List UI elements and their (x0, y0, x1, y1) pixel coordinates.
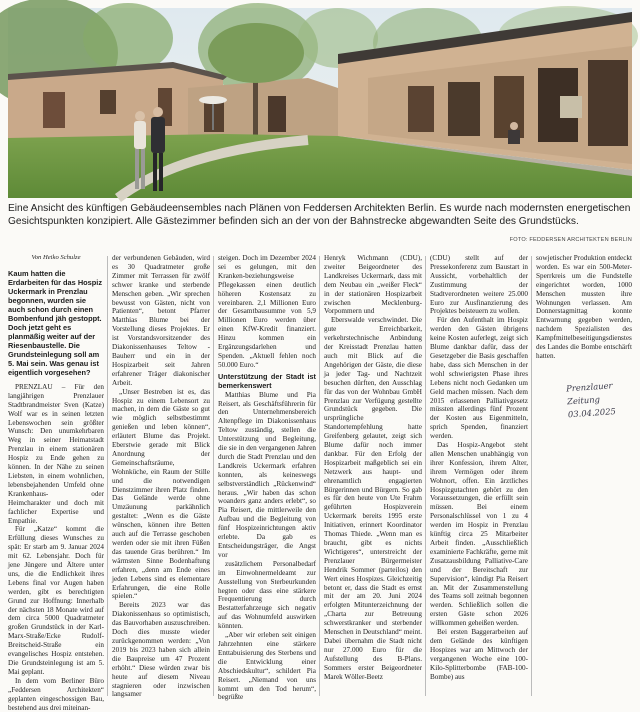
paragraph: PRENZLAU – Für den langjährigen Prenzlauer Stadtbrandmeister Sven (Katze) Wolf war es in seinen letzten Lebenswochen sein größter Wunsch: Den unumkehrbaren Weg in seiner Heimatstadt Prenzlau in einem stationären Hospiz zu Ende gehen zu können. In der Nähe zu seinen Liebsten, in einem wohnlichen, lebensbejahenden Umfeld ohne Krankenhaus- oder Heimcharakter und doch mit fachlicher Expertise und Empathie. (8, 382, 104, 525)
paragraph: zusätzlichem Personalbedarf im Einwohnermeldeamt zur Ausstellung von Sterbeurkunden hegten oder dass eine stärkere Frequentierung durch Bestatterfahrzeuge sich negativ auf das Wohnumfeld auswirken könnten. (218, 559, 316, 631)
article-column-5 (430, 254, 528, 700)
paragraph: Bei ersten Baggerarbeiten auf dem Gelände des künftigen Hospizes war am Mittwoch der vergangenen Woche eine 100-Kilo-Splitterbombe (FAB-100-Bombe) aus (430, 628, 528, 681)
image-caption: Eine Ansicht des künftigen Gebäudeensembles nach Plänen von Feddersen Architekten Berlin. Es wurde nach modernsten energetischen Gesichtspunkten konzipiert. Alle Gästezimmer befinden sich an der von der Bahnstrecke abgewandten Seite des Grundstücks. (8, 203, 631, 227)
handwritten-line: Zeitung (566, 394, 601, 407)
paragraph: sowjetischer Produktion entdeckt worden. Es war ein 500-Meter-Sperrkreis um die Fundstelle eingerichtet worden, 1000 Menschen mussten ihre Wohnungen verlassen. Am Donnerstagmittag konnte Entwarnung gegeben werden, nachdem Spezialisten des Kampfmittelbeseitigungsdienstes des Landes die Bombe entschärft hatten. (536, 254, 632, 360)
photo-credit: FOTO: FEDDERSEN ARCHITEKTEN BERLIN (509, 237, 632, 243)
article-column-1 (8, 254, 104, 712)
column-rule (425, 256, 426, 696)
column-rule (107, 256, 108, 696)
handwritten-line: 03.04.2025 (567, 406, 617, 420)
column-rule (213, 256, 214, 696)
paragraph: Für den Aufenthalt im Hospiz werden den Gästen übrigens keine Kosten auferlegt, zeigt sich Blume dankbar dafür, dass der Gesetzgeber die Basis geschaffen habe, dass sich Menschen in der wohl schwierigsten Phase ihres Lebens nicht noch Gedanken um Geld machen müssen. Nach dem 2015 erlassenen Palliativgesetz müssten allerdings fünf Prozent der Kosten aus Eigenmitteln, sprich Spenden, finanziert werden. (430, 316, 528, 441)
article-column-2 (112, 254, 210, 700)
paragraph: Für „Katze“ kommt die Erfüllung dieses Wunsches zu spät: Er starb am 9. Januar 2024 mit 62. Lebensjahr. Doch für jene Jüngere und Ältere unter uns, die die Endlichkeit ihres Lebens final vor Augen haben werden, gibt es berechtigten Grund zur Hoffnung: Innerhalb der nächsten 18 Monate wird auf dem circa 5000 Quadratmeter großen Grundstück in der Karl-Marx-Straße/Ecke Rudolf-Breitscheid-Straße ein evangelisches Hospiz entstehen. Die Grundsteinlegung ist am 5. Mai geplant. (8, 525, 104, 676)
article-column-3 (218, 254, 316, 700)
paragraph: Matthias Blume und Pia Reisert, als Geschäftsführerin für den Unternehmensbereich Altenpflege im Diakonissenhaus Teltow zuständig, stellen die Unterstützung und Begleitung, die sie in den vergangenen Jahren durch die Stadt Prenzlau und den Landkreis Uckermark erfahren konnten, als keineswegs selbstverständlich „Rückenwind“ heraus. „Wir haben das schon woanders ganz anders erlebt“, so Pia Reisert, die mittlerweile den Aufbau und die Begleitung von fünf Hospizeinrichtungen aktiv erlebte. Da gab es Entscheidungsträger, die Angst vor (218, 390, 316, 559)
paragraph: „Aber wir erleben seit einigen Jahrzehnten eine stärkere Enttabuisierung des Sterbens und die Entwicklung einer Abschiedskultur“, schildert Pia Reisert. „Niemand von uns kommt um den Tod herum“, begrüßte (218, 631, 316, 702)
paragraph: „Unser Bestreben ist es, das Hospiz zu einem Lebensort zu machen, in dem die Gäste so gut wie möglich selbstbestimmt genießen und leben können“, erläutert Blume das Projekt. Eberstwie gerade mit Blick Anordnung der Gemeinschaftsräume, Wohnküche, ein Raum der Stille und die notwendigen Dienstzimmer ihren Platz finden. Das Gelände werde ohne Umzäunung parkähnlich gestaltet: „Wenn es die Gäste wünschen, können ihre Betten auch auf die Terrasse geschoben werden oder sie mit ihren Füßen das tauende Gras berühren.“ Im wärmsten Sinne Bodenhaftung erfahren, „denn am Ende eines jeden Lebens sind es elementare Erfahrungen, die eine Rolle spielen.“ (112, 387, 210, 601)
paragraph: der verbundenen Gebäuden, wird es 30 Quadratmeter große Zimmer mit Terrassen für zwölf schwer kranke und sterbende Menschen geben. „Wir sprechen bewusst von Gästen, nicht von Patienten“, betont Pfarrer Matthias Blume bei der Vorstellung dieses Projektes. Er ist Vorstandsvorsitzender des Diakonissenhauses Teltow - Bauherr und ein in der Hospizarbeit seit Jahren erfahrener Träger diakonischer Arbeit. (112, 254, 210, 387)
paragraph: Das Hospiz-Angebot steht allen Menschen unabhängig von ihrer Konfession, ihrem Alter, ihrem Vermögen oder ihrem Wohnort, offen. Ein ärztliches Hospizgutachten gehört zu den Voraussetzungen, die erfüllt sein müssen. Bei einem Personalschlüssel von 1 zu 4 werden im Hospiz in Prenzlau künftig circa 25 Mitarbeiter Arbeit finden. „Ausschließlich examinierte Fachkräfte, gerne mit Zusatzausbildung Palliative-Care und der Bereitschaft zur Supervision“, kündigt Pia Reisert an. Mit der Zusammenstellung des Teams soll zeitnah begonnen werden. Schließlich sollen die ersten Gäste schon 2026 willkommen geheißen werden. (430, 441, 528, 628)
column-rule (531, 256, 532, 696)
paragraph: Bereits 2023 war das Diakonissenhaus so optimistisch, das Bauvorhaben auszuschreiben. Doch dies musste wieder zurückgenommen werden: „Von 2019 bis 2023 haben sich allein die Baupreise um 47 Prozent erhöht.“ Diese würden zwar bis heute auf diesem Niveau stagnieren oder inzwischen langsamer (112, 601, 210, 699)
paragraph: (CDU) stellt auf der Pressekonferenz zum Baustart in Aussicht, vorbehaltlich der Zustimmung der Stadtverordneten weitere 25.000 Euro zur Ausfinanzierung des Projektes beisteuern zu wollen. (430, 254, 528, 316)
article-column-6 (536, 254, 632, 364)
handwritten-source-note (566, 378, 639, 422)
handwritten-line: Prenzlauer (565, 380, 613, 394)
paragraph: Henryk Wichmann (CDU), zweiter Beigeordneter des Landkreises Uckermark, dass mit dem Neubau ein „weißer Fleck“ in der stationären Hospizarbeit zwischen Mecklenburg-Vorpommern und (324, 254, 422, 316)
architecture-rendering (8, 8, 632, 198)
byline: Von Heiko Schulze (31, 254, 81, 261)
article-lead: Kaum hatten die Erdarbeiten für das Hospiz Uckermark in Prenzlau begonnen, wurden sie auch schon durch einen Bombenfund jäh gestoppt. Doch jetzt geht es planmäßig weiter auf der Riesenbaustelle. Die Grundsteinlegung soll am 5. Mai sein. Was genau ist eigentlich vorgesehen? (8, 268, 103, 377)
paragraph: In dem vom Berliner Büro „Feddersen Architekten“ geplanten eingeschossigen Bau, bestehend aus drei miteinan- (8, 676, 104, 712)
paragraph: steigen. Doch im Dezember 2024 sei es gelungen, mit den Kranken-beziehungsweise Pflegekassen einen deutlich höheren Kostensatz zu vereinbaren. 2,1 Millionen Euro der Gesamtbausumme von 5,9 Millionen Euro werden über einen KfW-Kredit finanziert. Hinzu kommen ein Ergänzungsdarlehen und Spenden. „Aktuell fehlen noch 50.000 Euro.“ (218, 254, 316, 369)
column-rule (319, 256, 320, 696)
article-column-4 (324, 254, 422, 700)
paragraph: Eberswalde verschwindet. Die gute Erreichbarkeit, verkehrstechnische Anbindung der Kreisstadt Prenzlau hatten auch mit Blick auf die Angehörigen der Gäste, die diese ja jeder Tag- und Nachtzeit besuchen dürften, den Ausschlag für das von der Wohnbau GmbH Prenzlau zur Verfügung gestellte Grundstück gegeben. Die ursprüngliche Standortempfehlung hatte Greifenberg gelautet, zeigt sich Blume dafür noch immer dankbar. Für den Erfolg der Hospizarbeit maßgeblich sei ein Netzwerk aus haupt- und ehrenamtlich engagierten Bürgerinnen und Bürgern. So gab es für den heute von Ute Frahm geführten Hospizverein Uckermark bereits 1995 erste Initiativen, erinnert Koordinator Thomas Thiede. „Wenn man es braucht, gibt es nichts Wichtigeres“, unterstreicht der Prenzlauer Bürgermeister Hendrik Sommer (parteilos) den Wert eines Hospizes. Gleichzeitig betont er, dass die Stadt es ernst mit der am 20. Juni 2024 erfolgten Mitunterzeichnung der „Charta zur Betreuung schwerstkranker und sterbender Menschen in Deutschland“ meint. Dabei übernahm die Stadt nicht nur 27.000 Euro für die Aufstellung des B-Plans. Sommers erster Beigeordneter Marek Wöller-Beetz (324, 316, 422, 681)
subheading: Unterstützung der Stadt ist bemerkenswert (218, 371, 316, 390)
